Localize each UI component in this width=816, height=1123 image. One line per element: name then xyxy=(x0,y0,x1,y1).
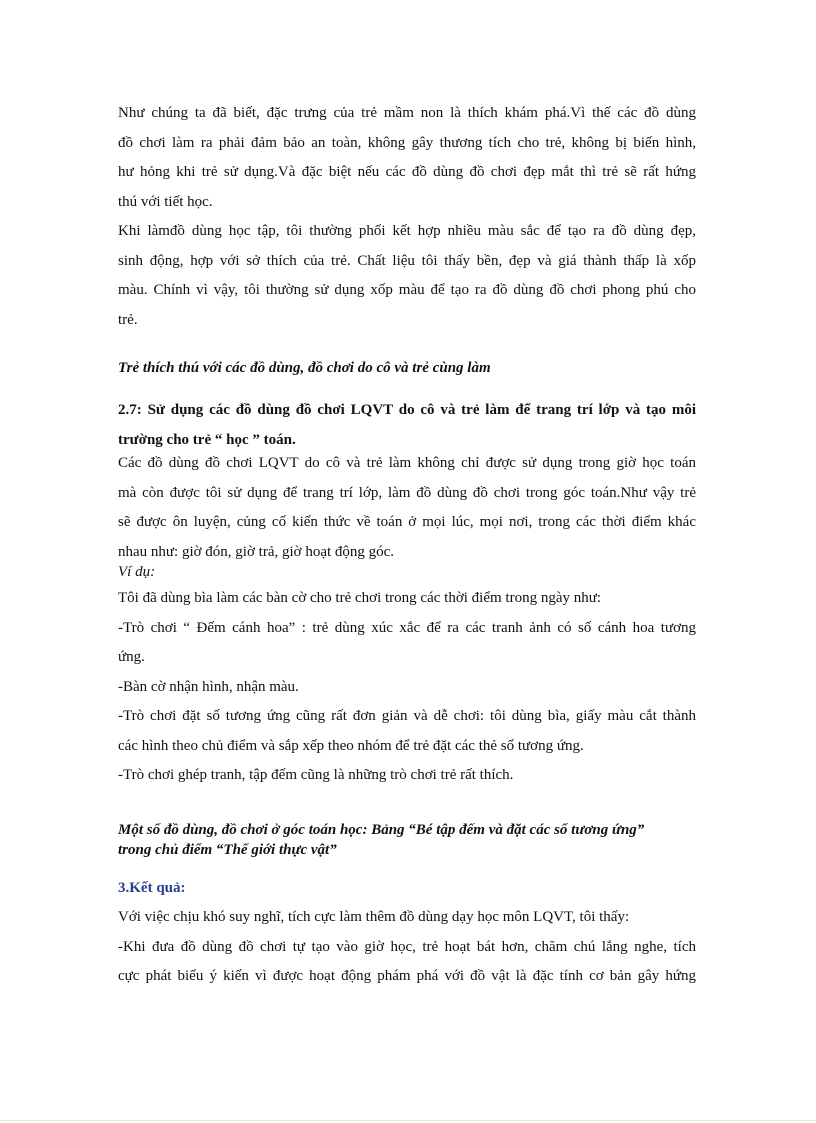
page-edge-divider xyxy=(0,1120,816,1121)
text-line: ứng. xyxy=(118,649,145,665)
caption-line: trong chủ điểm “Thế giới thực vật” xyxy=(118,842,337,858)
text-line: cực phát biểu ý kiến vì được hoạt động phám phá với đồ vật là đặc tính cơ bản gây hứng xyxy=(118,968,696,984)
text-line: -Khi đưa đồ dùng đồ chơi tự tạo vào giờ học, trẻ hoạt bát hơn, chăm chú lắng nghe, tích xyxy=(118,938,696,955)
text-line: Với việc chịu khó suy nghĩ, tích cực làm thêm đồ dùng dạy học môn LQVT, tôi thấy: xyxy=(118,909,630,925)
text-line: Các đồ dùng đồ chơi LQVT do cô và trẻ làm không chỉ được sử dụng trong giờ học toán xyxy=(118,455,696,471)
text-line: Khi làmđồ dùng học tập, tôi thường phối kết hợp nhiều màu sắc để tạo ra đồ dùng đẹp, xyxy=(118,223,696,239)
heading-line: 2.7: Sử dụng các đồ dùng đồ chơi LQVT do cô và trẻ làm để trang trí lớp và tạo môi xyxy=(118,402,696,418)
text-line: các hình theo chủ điểm và sắp xếp theo nhóm để trẻ đặt các thẻ số tương ứng. xyxy=(118,737,584,754)
paragraph-intro xyxy=(118,99,696,217)
text-line: hư hỏng khi trẻ sử dụng.Và đặc biệt nếu các đồ dùng đồ chơi đẹp mắt thì trẻ sẽ rất hứng xyxy=(118,164,696,180)
example-label: Ví dụ: xyxy=(118,564,156,580)
caption-line: Một số đồ dùng, đồ chơi ở góc toán học: Bảng “Bé tập đếm và đặt các số tương ứng” xyxy=(118,822,645,838)
heading-line: trường cho trẻ “ học ” toán. xyxy=(118,431,296,448)
paragraph-results xyxy=(118,903,696,992)
text-line: sẽ được ôn luyện, củng cố kiến thức về toán ở mọi lúc, mọi nơi, trong các thời điểm khác xyxy=(118,514,696,530)
text-line: màu. Chính vì vậy, tôi thường sử dụng xốp màu để tạo ra đồ dùng đồ chơi phong phú cho xyxy=(118,282,696,298)
text-line: trẻ. xyxy=(118,311,138,328)
text-line: sinh động, hợp với sở thích của trẻ. Chất liệu tôi thấy bền, đẹp và giá thành thấp là xốp xyxy=(118,252,696,269)
text-line: đồ chơi làm ra phải đảm bảo an toàn, không gây thương tích cho trẻ, không bị biến hình, xyxy=(118,134,696,151)
paragraph-materials xyxy=(118,217,696,335)
photo-caption-1: Trẻ thích thú với các đồ dùng, đồ chơi do cô và trẻ cùng làm xyxy=(118,360,491,376)
text-line: -Bàn cờ nhận hình, nhận màu. xyxy=(118,678,299,695)
text-line: -Trò chơi “ Đếm cánh hoa” : trẻ dùng xúc xắc để ra các tranh ảnh có số cánh hoa tương xyxy=(118,619,696,636)
section-2-7-heading xyxy=(118,396,696,455)
photo-caption-2 xyxy=(118,820,708,860)
text-line: -Trò chơi ghép tranh, tập đếm cũng là những trò chơi trẻ rất thích. xyxy=(118,767,514,783)
paragraph-examples xyxy=(118,584,696,791)
section-3-heading: 3.Kết quả: xyxy=(118,880,186,896)
text-line: Như chúng ta đã biết, đặc trưng của trẻ mầm non là thích khám phá.Vì thế các đồ dùng xyxy=(118,105,696,121)
text-line: -Trò chơi đặt số tương ứng cũng rất đơn giản và dễ chơi: tôi dùng bìa, giấy màu cắt thành xyxy=(118,708,696,724)
text-line: thú với tiết học. xyxy=(118,193,213,210)
text-line: nhau như: giờ đón, giờ trả, giờ hoạt động góc. xyxy=(118,543,395,560)
paragraph-decoration xyxy=(118,449,696,567)
text-line: mà còn được tôi sử dụng để trang trí lớp, làm đồ dùng đồ chơi trong góc toán.Như vậy trẻ xyxy=(118,484,696,501)
text-line: Tôi đã dùng bìa làm các bàn cờ cho trẻ chơi trong các thời điểm trong ngày như: xyxy=(118,590,602,606)
